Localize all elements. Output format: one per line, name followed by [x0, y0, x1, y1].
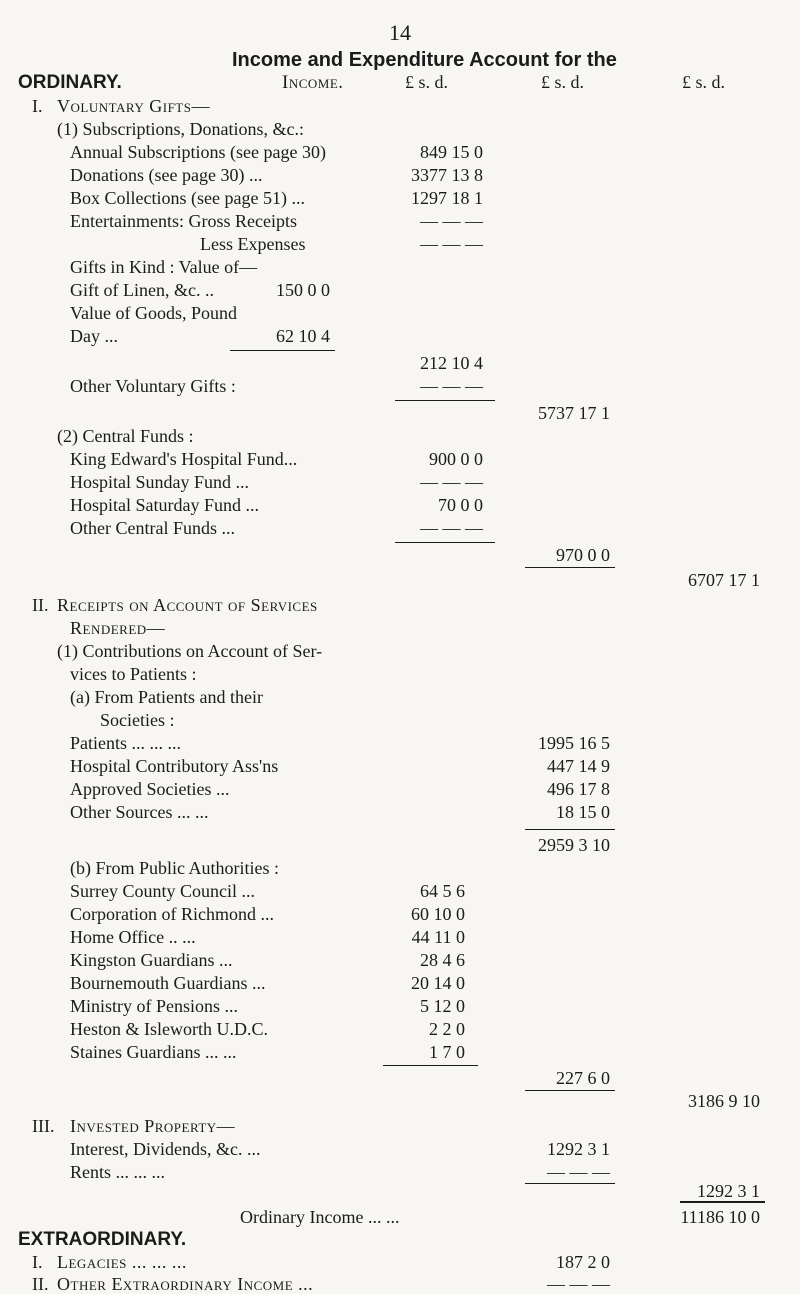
row-value: — — — [420, 376, 483, 396]
rule [525, 567, 615, 568]
row-value: 3377 13 8 [411, 165, 483, 185]
row-label: Patients ... ... ... [70, 733, 181, 753]
row-value: 18 15 0 [556, 802, 610, 822]
row-value: — — — [420, 234, 483, 254]
row-label: Interest, Dividends, &c. ... [70, 1139, 261, 1159]
section-numeral: I. [32, 1252, 43, 1272]
section-heading: Receipts on Account of Services [57, 595, 318, 615]
rule [230, 350, 335, 351]
subsection-heading: (a) From Patients and their [70, 687, 263, 707]
row-label: Donations (see page 30) ... [70, 165, 263, 185]
row-label: Other Central Funds ... [70, 518, 235, 538]
rule [525, 1183, 615, 1184]
column-header-2: £ s. d. [541, 72, 585, 92]
row-label: Hospital Saturday Fund ... [70, 495, 259, 515]
row-label: Staines Guardians ... ... [70, 1042, 237, 1062]
row-value: 1995 16 5 [538, 733, 610, 753]
section-heading: Rendered— [70, 618, 166, 638]
ordinary-income-total: 11186 10 0 [680, 1207, 760, 1227]
row-label: Heston & Isleworth U.D.C. [70, 1019, 268, 1039]
row-value: 2 2 0 [429, 1019, 465, 1039]
subsection-heading: Societies : [100, 710, 175, 730]
extraordinary-heading: EXTRAORDINARY. [18, 1229, 187, 1250]
subsection-heading: (2) Central Funds : [57, 426, 194, 446]
rule [680, 1201, 765, 1203]
section-total: 3186 9 10 [688, 1091, 760, 1111]
page-number: 14 [389, 20, 411, 45]
row-label: Other Sources ... ... [70, 802, 209, 822]
row-value: — — — [420, 518, 483, 538]
row-value: 60 10 0 [411, 904, 465, 924]
section-heading: Voluntary Gifts— [57, 96, 210, 116]
row-label: Hospital Contributory Ass'ns [70, 756, 279, 776]
row-label: Less Expenses [200, 234, 306, 254]
row-value: 187 2 0 [556, 1252, 610, 1272]
row-label: King Edward's Hospital Fund... [70, 449, 298, 469]
section-heading: Invested Property— [70, 1116, 236, 1136]
page-title: Income and Expenditure Account for the [232, 49, 617, 71]
row-value: 150 0 0 [276, 280, 330, 300]
row-label: Gifts in Kind : Value of— [70, 257, 258, 277]
row-label: Other Voluntary Gifts : [70, 376, 236, 396]
row-value: — — — [547, 1162, 610, 1182]
rule [525, 1090, 615, 1091]
subsection-heading: (b) From Public Authorities : [70, 858, 279, 878]
subsection-heading: (1) Subscriptions, Donations, &c.: [57, 119, 304, 139]
row-value: 5 12 0 [420, 996, 465, 1016]
ordinary-income-label: Ordinary Income ... ... [240, 1207, 400, 1227]
section-numeral: II. [32, 595, 49, 615]
row-value: 849 15 0 [420, 142, 483, 162]
subtotal-value: 970 0 0 [556, 545, 610, 565]
row-value: 1292 3 1 [547, 1139, 610, 1159]
row-label: Ministry of Pensions ... [70, 996, 239, 1016]
section-total: 1292 3 1 [697, 1181, 760, 1201]
row-value: 496 17 8 [547, 779, 610, 799]
row-value: 1297 18 1 [411, 188, 483, 208]
row-value: — — — [420, 211, 483, 231]
rule [395, 400, 495, 401]
section-numeral: I. [32, 96, 43, 116]
column-header-1: £ s. d. [405, 72, 449, 92]
ordinary-heading: ORDINARY. [18, 72, 122, 93]
row-label: Value of Goods, Pound [70, 303, 237, 323]
row-value: 447 14 9 [547, 756, 610, 776]
row-label: Gift of Linen, &c. .. [70, 280, 214, 300]
row-label: Annual Subscriptions (see page 30) [70, 142, 326, 162]
row-value: 20 14 0 [411, 973, 465, 993]
subtotal-value: 5737 17 1 [538, 403, 610, 423]
row-label: Corporation of Richmond ... [70, 904, 274, 924]
row-value: 64 5 6 [420, 881, 465, 901]
row-label: Kingston Guardians ... [70, 950, 233, 970]
row-label: Box Collections (see page 51) ... [70, 188, 305, 208]
row-label: Day ... [70, 326, 118, 346]
row-label: Legacies ... ... ... [57, 1252, 187, 1272]
row-value: — — — [420, 472, 483, 492]
row-value: 28 4 6 [420, 950, 465, 970]
row-label: Other Extraordinary Income ... [57, 1274, 314, 1294]
row-label: Approved Societies ... [70, 779, 230, 799]
subtotal-value: 2959 3 10 [538, 835, 610, 855]
row-label: Surrey County Council ... [70, 881, 255, 901]
row-label: Bournemouth Guardians ... [70, 973, 266, 993]
row-value: 900 0 0 [429, 449, 483, 469]
rule [525, 829, 615, 830]
row-label: Entertainments: Gross Receipts [70, 211, 297, 231]
subtotal-value: 212 10 4 [420, 353, 483, 373]
row-value: — — — [547, 1274, 610, 1294]
section-numeral: III. [32, 1116, 55, 1136]
subsection-heading: vices to Patients : [70, 664, 197, 684]
subtotal-value: 227 6 0 [556, 1068, 610, 1088]
row-label: Hospital Sunday Fund ... [70, 472, 250, 492]
section-numeral: II. [32, 1274, 49, 1294]
rule [383, 1065, 478, 1066]
rule [395, 542, 495, 543]
subsection-heading: (1) Contributions on Account of Ser- [57, 641, 323, 661]
row-value: 44 11 0 [411, 927, 465, 947]
row-value: 1 7 0 [429, 1042, 465, 1062]
row-value: 70 0 0 [438, 495, 483, 515]
column-header-3: £ s. d. [682, 72, 726, 92]
row-label: Rents ... ... ... [70, 1162, 166, 1182]
section-total: 6707 17 1 [688, 570, 760, 590]
row-value: 62 10 4 [276, 326, 330, 346]
row-label: Home Office .. ... [70, 927, 196, 947]
income-heading: Income. [282, 72, 344, 93]
